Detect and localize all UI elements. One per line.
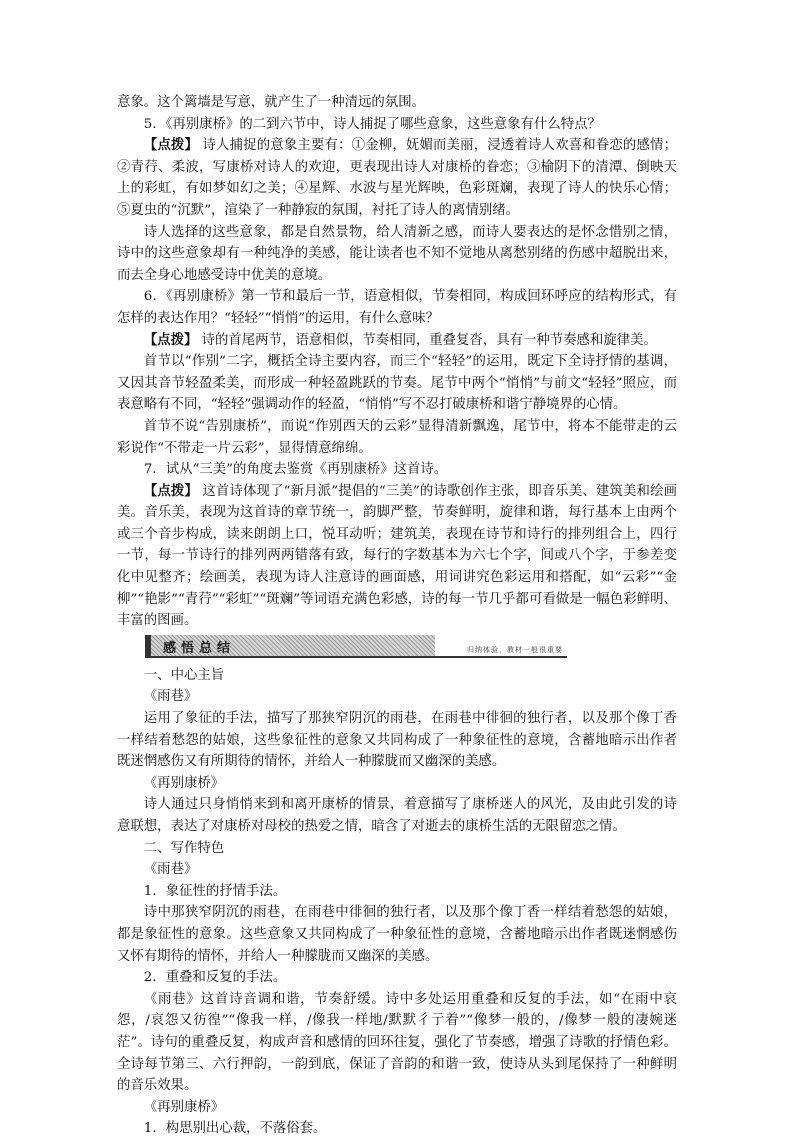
question-6: 6．《再别康桥》第一节和最后一节，语意相似，节奏相同，构成回环呼应的结构形式，有怎样的表达作用？“轻轻”“悄悄”的运用，有什么意味？ (117, 289, 677, 326)
banner-divider (145, 656, 567, 658)
poem-title: 《再别康桥》 (143, 1099, 225, 1115)
paragraph: 意象。这个篱墙是写意，就产生了一种清远的氛围。 (117, 95, 425, 110)
poem-title: 《雨巷》 (143, 862, 198, 878)
section-banner (145, 635, 567, 661)
answer-5: 【点拨】 诗人捕捉的意象主要有：①金柳，妩媚而美丽，浸透着诗人欢喜和眷恋的感情；②青荇、柔波，写康桥对诗人的欢迎，更表现出诗人对康桥的眷恋；③榆阴下的清潭、倒映天上的彩虹，有如梦如幻之美；④星辉、水波与星光辉映，色彩斑斓，表现了诗人的快乐心情；⑤夏虫的“沉默”，渲染了一种静寂的氛围，衬托了诗人的离情别绪。 (117, 137, 677, 218)
feature-text: 《雨巷》这首诗音调和谐，节奏舒缓。诗中多处运用重叠和反复的手法，如“在雨中哀怨，/哀怨又彷徨”“像我一样，/像我一样地/默默彳亍着”“像梦一般的，/像梦一般的凄婉迷茫”。诗句的重叠反复，构成声音和感情的回环往复，强化了节奏感，增强了诗歌的抒情色彩。全诗每节第三、六行押韵，一韵到底，保证了音韵的和谐一致，使诗从头到尾保持了一种鲜明的音乐效果。 (117, 991, 677, 1094)
banner-title: 感悟总结 (163, 640, 236, 656)
section-heading: 一、中心主旨 (143, 667, 225, 683)
feature-heading: 1．构思别出心裁，不落俗套。 (143, 1121, 327, 1137)
feature-heading: 2．重叠和反复的手法。 (143, 970, 287, 986)
feature-text: 诗中那狭窄阴沉的雨巷，在雨巷中徘徊的独行者，以及那个像丁香一样结着愁怨的姑娘，都是象征性的意象。这些意象又共同构成了一种象征性的意境，含蓄地暗示出作者既迷惘感伤又怀有期待的情怀，并给人一种朦胧而又幽深的美感。 (117, 905, 677, 964)
theme-text: 运用了象征的手法，描写了那狭窄阴沉的雨巷，在雨巷中徘徊的独行者，以及那个像丁香一样结着愁怨的姑娘，这些象征性的意象又共同构成了一种象征性的意境，含蓄地暗示出作者既迷惘感伤又有所期待的情怀，并给人一种朦胧而又幽深的美感。 (117, 711, 677, 770)
poem-title: 《再别康桥》 (143, 775, 225, 791)
banner-subtitle: 归纳体验，教材一般很重要 (467, 645, 563, 654)
answer-5-continued: 诗人选择的这些意象，都是自然景物，给人清新之感，而诗人要表达的是怀念惜别之情，诗中的这些意象却有一种纯净的美感，能让读者也不知不觉地从离愁别绪的伤感中超脱出来，而去全身心地感受诗中优美的意境。 (117, 224, 677, 283)
document-page (117, 92, 677, 1140)
answer-7: 【点拨】 这首诗体现了“新月派”提倡的“三美”的诗歌创作主张，即音乐美、建筑美和绘画美。音乐美，表现为这首诗的章节统一，韵脚严整，节奏鲜明，旋律和谐，每行基本上由两个或三个音步构成，读来朗朗上口，悦耳动听；建筑美，表现在诗节和诗行的排列组合上，四行一节，每一节诗行的排列两两错落有致，每行的字数基本为六七个字，间或八个字，于参差变化中见整齐；绘画美，表现为诗人注意诗的画面感，用词讲究色彩运用和搭配，如“云彩”“金柳”“艳影”“青荇”“彩虹”“斑斓”等词语充满色彩感，诗的每一节几乎都可看做是一幅色彩鲜明、丰富的图画。 (117, 482, 678, 629)
hint-tag: 【点拨】 (143, 137, 199, 154)
poem-title: 《雨巷》 (143, 689, 198, 705)
section-heading: 二、写作特色 (143, 840, 225, 856)
question-5: 5．《再别康桥》的二到六节中，诗人捕捉了哪些意象，这些意象有什么特点？ (143, 116, 601, 132)
feature-heading: 1．象征性的抒情手法。 (143, 883, 287, 899)
hint-tag: 【点拨】 (143, 331, 198, 348)
answer-6: 【点拨】 诗的首尾两节，语意相似，节奏相同，重叠复沓，具有一种节奏感和旋律美。 (143, 331, 657, 348)
hint-tag: 【点拨】 (143, 482, 198, 499)
answer-6-continued: 首节以“作别”二字，概括全诗主要内容，而三个“轻轻”的运用，既定下全诗抒情的基调，又因其音节轻盈柔美，而形成一种轻盈跳跃的节奏。尾节中两个“悄悄”与前文“轻轻”照应，而表意略有不同，“轻轻”强调动作的轻盈，“悄悄”写不忍打破康桥和谐宁静境界的心情。 (117, 354, 677, 413)
question-7: 7．试从“三美”的角度去鉴赏《再别康桥》这首诗。 (143, 462, 448, 478)
answer-6-continued: 首节不说“告别康桥”，而说“作别西天的云彩”显得清新飘逸，尾节中，将本不能带走的云彩说作“不带走一片云彩”，显得情意绵绵。 (117, 418, 677, 456)
theme-text: 诗人通过只身悄悄来到和离开康桥的情景，着意描写了康桥迷人的风光，及由此引发的诗意联想，表达了对康桥对母校的热爱之情，暗含了对逝去的康桥生活的无限留恋之情。 (117, 797, 677, 834)
